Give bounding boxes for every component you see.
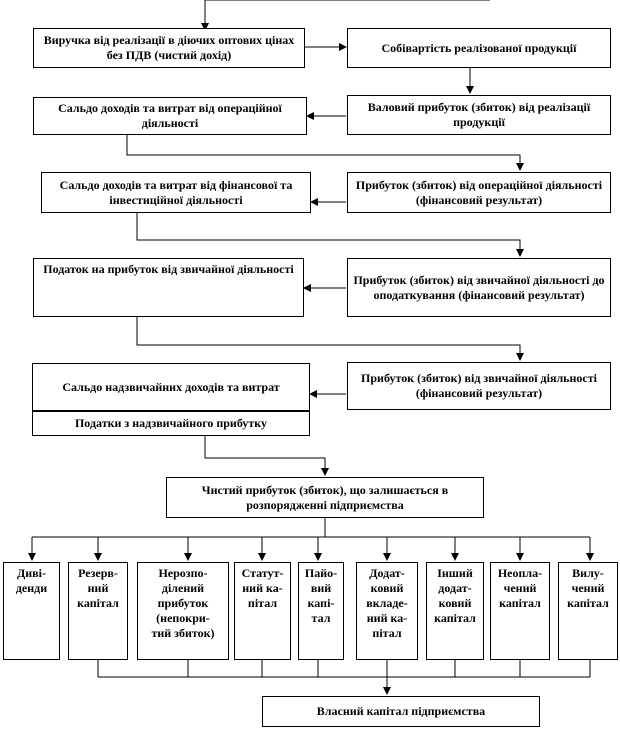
additional-paid-capital-label: Додат- ковий вкладе- ний ка- пітал <box>366 566 408 640</box>
gross-profit-box <box>347 95 611 135</box>
financial-balance-box <box>41 172 311 213</box>
extraordinary-divider <box>33 410 309 412</box>
other-additional-capital-label: Інший додат- ковий капітал <box>434 566 476 625</box>
reserve-capital-box <box>68 562 128 660</box>
share-capital-box <box>298 562 344 660</box>
income-tax-label: Податок на прибуток від звичайної діяльності <box>43 262 294 276</box>
equity-box <box>262 696 540 727</box>
connector-tax-ordinary <box>137 317 520 360</box>
pretax-profit-label: Прибуток (збиток) від звичайної діяльності до оподаткування (фінансовий результат) <box>353 272 605 302</box>
cost-label: Собівартість реалізованої продукції <box>381 40 577 55</box>
extraordinary-balance-box <box>32 363 310 436</box>
gross-profit-label: Валовий прибуток (збиток) від реалізації продукції <box>367 100 591 129</box>
statutory-capital-label: Статут- ний ка- пітал <box>241 566 284 610</box>
statutory-capital-box <box>234 562 291 660</box>
net-profit-label: Чистий прибуток (збиток), що залишається в розпорядженні підприємства <box>201 482 449 512</box>
ordinary-profit-label: Прибуток (збиток) від звичайної діяльності (фінансовий результат) <box>361 371 597 400</box>
withdrawn-capital-label: Вилу- чений капітал <box>567 566 609 610</box>
revenue-label: Виручка від реалізації в діючих оптових цінах без ПДВ (чистий дохід) <box>43 33 295 62</box>
ordinary-profit-box <box>347 362 611 410</box>
connector-finbalance-pretax <box>137 213 520 256</box>
net-profit-box <box>166 477 484 518</box>
connector-entry <box>205 0 490 30</box>
dividends-label: Диві- денди <box>15 566 48 595</box>
unpaid-capital-box <box>490 562 550 660</box>
equity-label: Власний капітал підприємства <box>316 704 486 718</box>
revenue-box <box>33 28 305 68</box>
share-capital-label: Пайо- вий капі- тал <box>304 566 338 625</box>
other-additional-capital-box <box>426 562 484 660</box>
dividends-box <box>3 562 60 660</box>
retained-earnings-box <box>137 562 229 660</box>
operating-profit-box <box>347 172 611 213</box>
extraordinary-tax-label: Податки з надзвичайного прибутку <box>74 416 268 430</box>
unpaid-capital-label: Неопла- чений капітал <box>497 566 543 610</box>
pretax-profit-box <box>347 258 611 317</box>
operating-balance-label: Сальдо доходів та витрат від операційної діяльності <box>58 101 282 130</box>
withdrawn-capital-box <box>558 562 618 660</box>
operating-profit-label: Прибуток (збиток) від операційної діяльності (фінансовий результат) <box>355 177 603 207</box>
income-tax-box <box>33 258 304 317</box>
reserve-capital-label: Резерв- ний капітал <box>77 566 119 610</box>
connector-extraordinary-net <box>205 436 325 475</box>
cost-box <box>347 28 611 68</box>
financial-balance-label: Сальдо доходів та витрат від фінансової та інвестиційної діяльності <box>59 177 293 207</box>
connector-opbalance-opprofit <box>127 135 520 170</box>
additional-paid-capital-box <box>356 562 418 660</box>
operating-balance-box <box>33 97 307 135</box>
extraordinary-balance-label: Сальдо надзвичайних доходів та витрат <box>62 379 280 394</box>
retained-earnings-label: Нерозпо- ділений прибуток (непокри- тий збиток) <box>151 566 215 640</box>
